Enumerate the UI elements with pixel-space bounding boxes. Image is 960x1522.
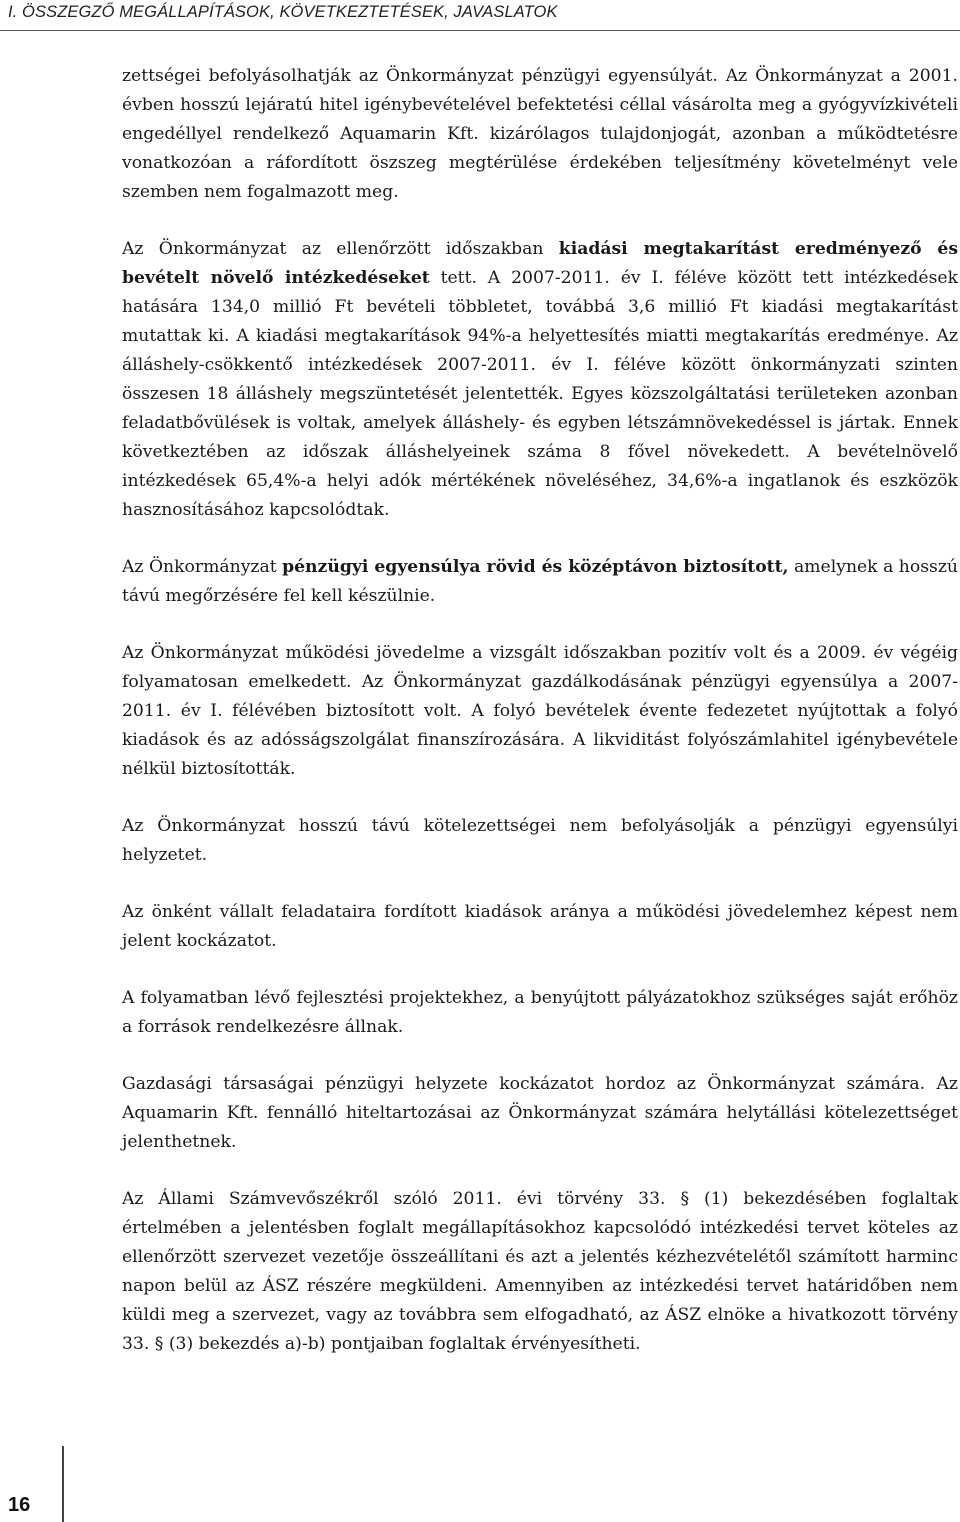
paragraph-6: Az önként vállalt feladataira fordított kiadások aránya a működési jövedelemhez képest nem jelent kockázatot. (122, 902, 958, 951)
paragraph-2-intro: Az Önkormányzat az ellenőrzött időszakban (122, 239, 559, 259)
paragraph-5: Az Önkormányzat hosszú távú kötelezettségei nem befolyásolják a pénzügyi egyensúlyi helyzetet. (122, 816, 958, 865)
paragraph-2 (122, 235, 958, 525)
paragraph-3 (122, 553, 958, 611)
paragraph-3-rest: amelynek a hosszú távú megőrzésére fel kell készülnie. (122, 557, 958, 606)
page-header (0, 0, 960, 31)
page-number: 16 (8, 1494, 31, 1516)
paragraph-2-rest: tett. A 2007-2011. év I. féléve között tett intézkedések hatására 134,0 millió Ft bevételi többletet, továbbá 3,6 millió Ft kiadási megtakarítást mutattak ki. A kiadási megtakarítások 94%-a helyettesítés miatti megtakarítás eredménye. Az álláshely-csökkentő intézkedések 2007-2011. év I. féléve között önkormányzati szinten összesen 18 álláshely megszüntetését jelentették. Egyes közszolgáltatási területeken azonban feladatbővülések is voltak, amelyek álláshely- és egyben létszámnövekedéssel is jártak. Ennek következtében az időszak álláshelyeinek száma 8 fővel növekedett. A bevételnövelő intézkedések 65,4%-a helyi adók mértékének növeléséhez, 34,6%-a ingatlanok és eszközök hasznosításához kapcsolódtak. (122, 268, 958, 520)
footer-divider (62, 1446, 64, 1522)
paragraph-4: Az Önkormányzat működési jövedelme a vizsgált időszakban pozitív volt és a 2009. év végéig folyamatosan emelkedett. Az Önkormányzat gazdálkodásának pénzügyi egyensúlya a 2007-2011. év I. félévében biztosított volt. A folyó bevételek évente fedezetet nyújtottak a folyó kiadások és az adósságszolgálat finanszírozására. A likviditást folyószámlahitel igénybevétele nélkül biztosították. (122, 643, 958, 779)
paragraph-7: A folyamatban lévő fejlesztési projektekhez, a benyújtott pályázatokhoz szükséges saját erőhöz a források rendelkezésre állnak. (122, 988, 958, 1037)
paragraph-8: Gazdasági társaságai pénzügyi helyzete kockázatot hordoz az Önkormányzat számára. Az Aquamarin Kft. fennálló hiteltartozásai az Önkormányzat számára helytállási kötelezettséget jelenthetnek. (122, 1074, 958, 1152)
paragraph-3-intro: Az Önkormányzat (122, 557, 283, 577)
paragraph-3-emphasis: pénzügyi egyensúlya rövid és középtávon biztosított, (282, 557, 789, 577)
document-body (122, 62, 958, 1387)
page-footer (0, 1446, 64, 1522)
paragraph-2-emphasis: kiadási megtakarítást eredményező és bevételt növelő intézkedéseket (122, 239, 958, 288)
paragraph-9: Az Állami Számvevőszékről szóló 2011. évi törvény 33. § (1) bekezdésében foglaltak értelmében a jelentésben foglalt megállapításokhoz kapcsolódó intézkedési tervet köteles az ellenőrzött szervezet vezetője összeállítani és azt a jelentés kézhezvételétől számított harminc napon belül az ÁSZ részére megküldeni. Amennyiben az intézkedési tervet határidőben nem küldi meg a szervezet, vagy az továbbra sem elfogadható, az ÁSZ elnöke a hivatkozott törvény 33. § (3) bekezdés a)-b) pontjaiban foglaltak érvényesítheti. (122, 1189, 958, 1354)
paragraph-1: zettségei befolyásolhatják az Önkormányzat pénzügyi egyensúlyát. Az Önkormányzat a 2001. évben hosszú lejáratú hitel igénybevételével befektetési céllal vásárolta meg a gyógyvízkivételi engedéllyel rendelkező Aquamarin Kft. kizárólagos tulajdonjogát, azonban a működtetésre vonatkozóan a ráfordított öszszeg megtérülése érdekében teljesítmény követelményt vele szemben nem fogalmazott meg. (122, 66, 958, 202)
section-title: I. ÖSSZEGZŐ MEGÁLLAPÍTÁSOK, KÖVETKEZTETÉSEK, JAVASLATOK (8, 3, 558, 21)
